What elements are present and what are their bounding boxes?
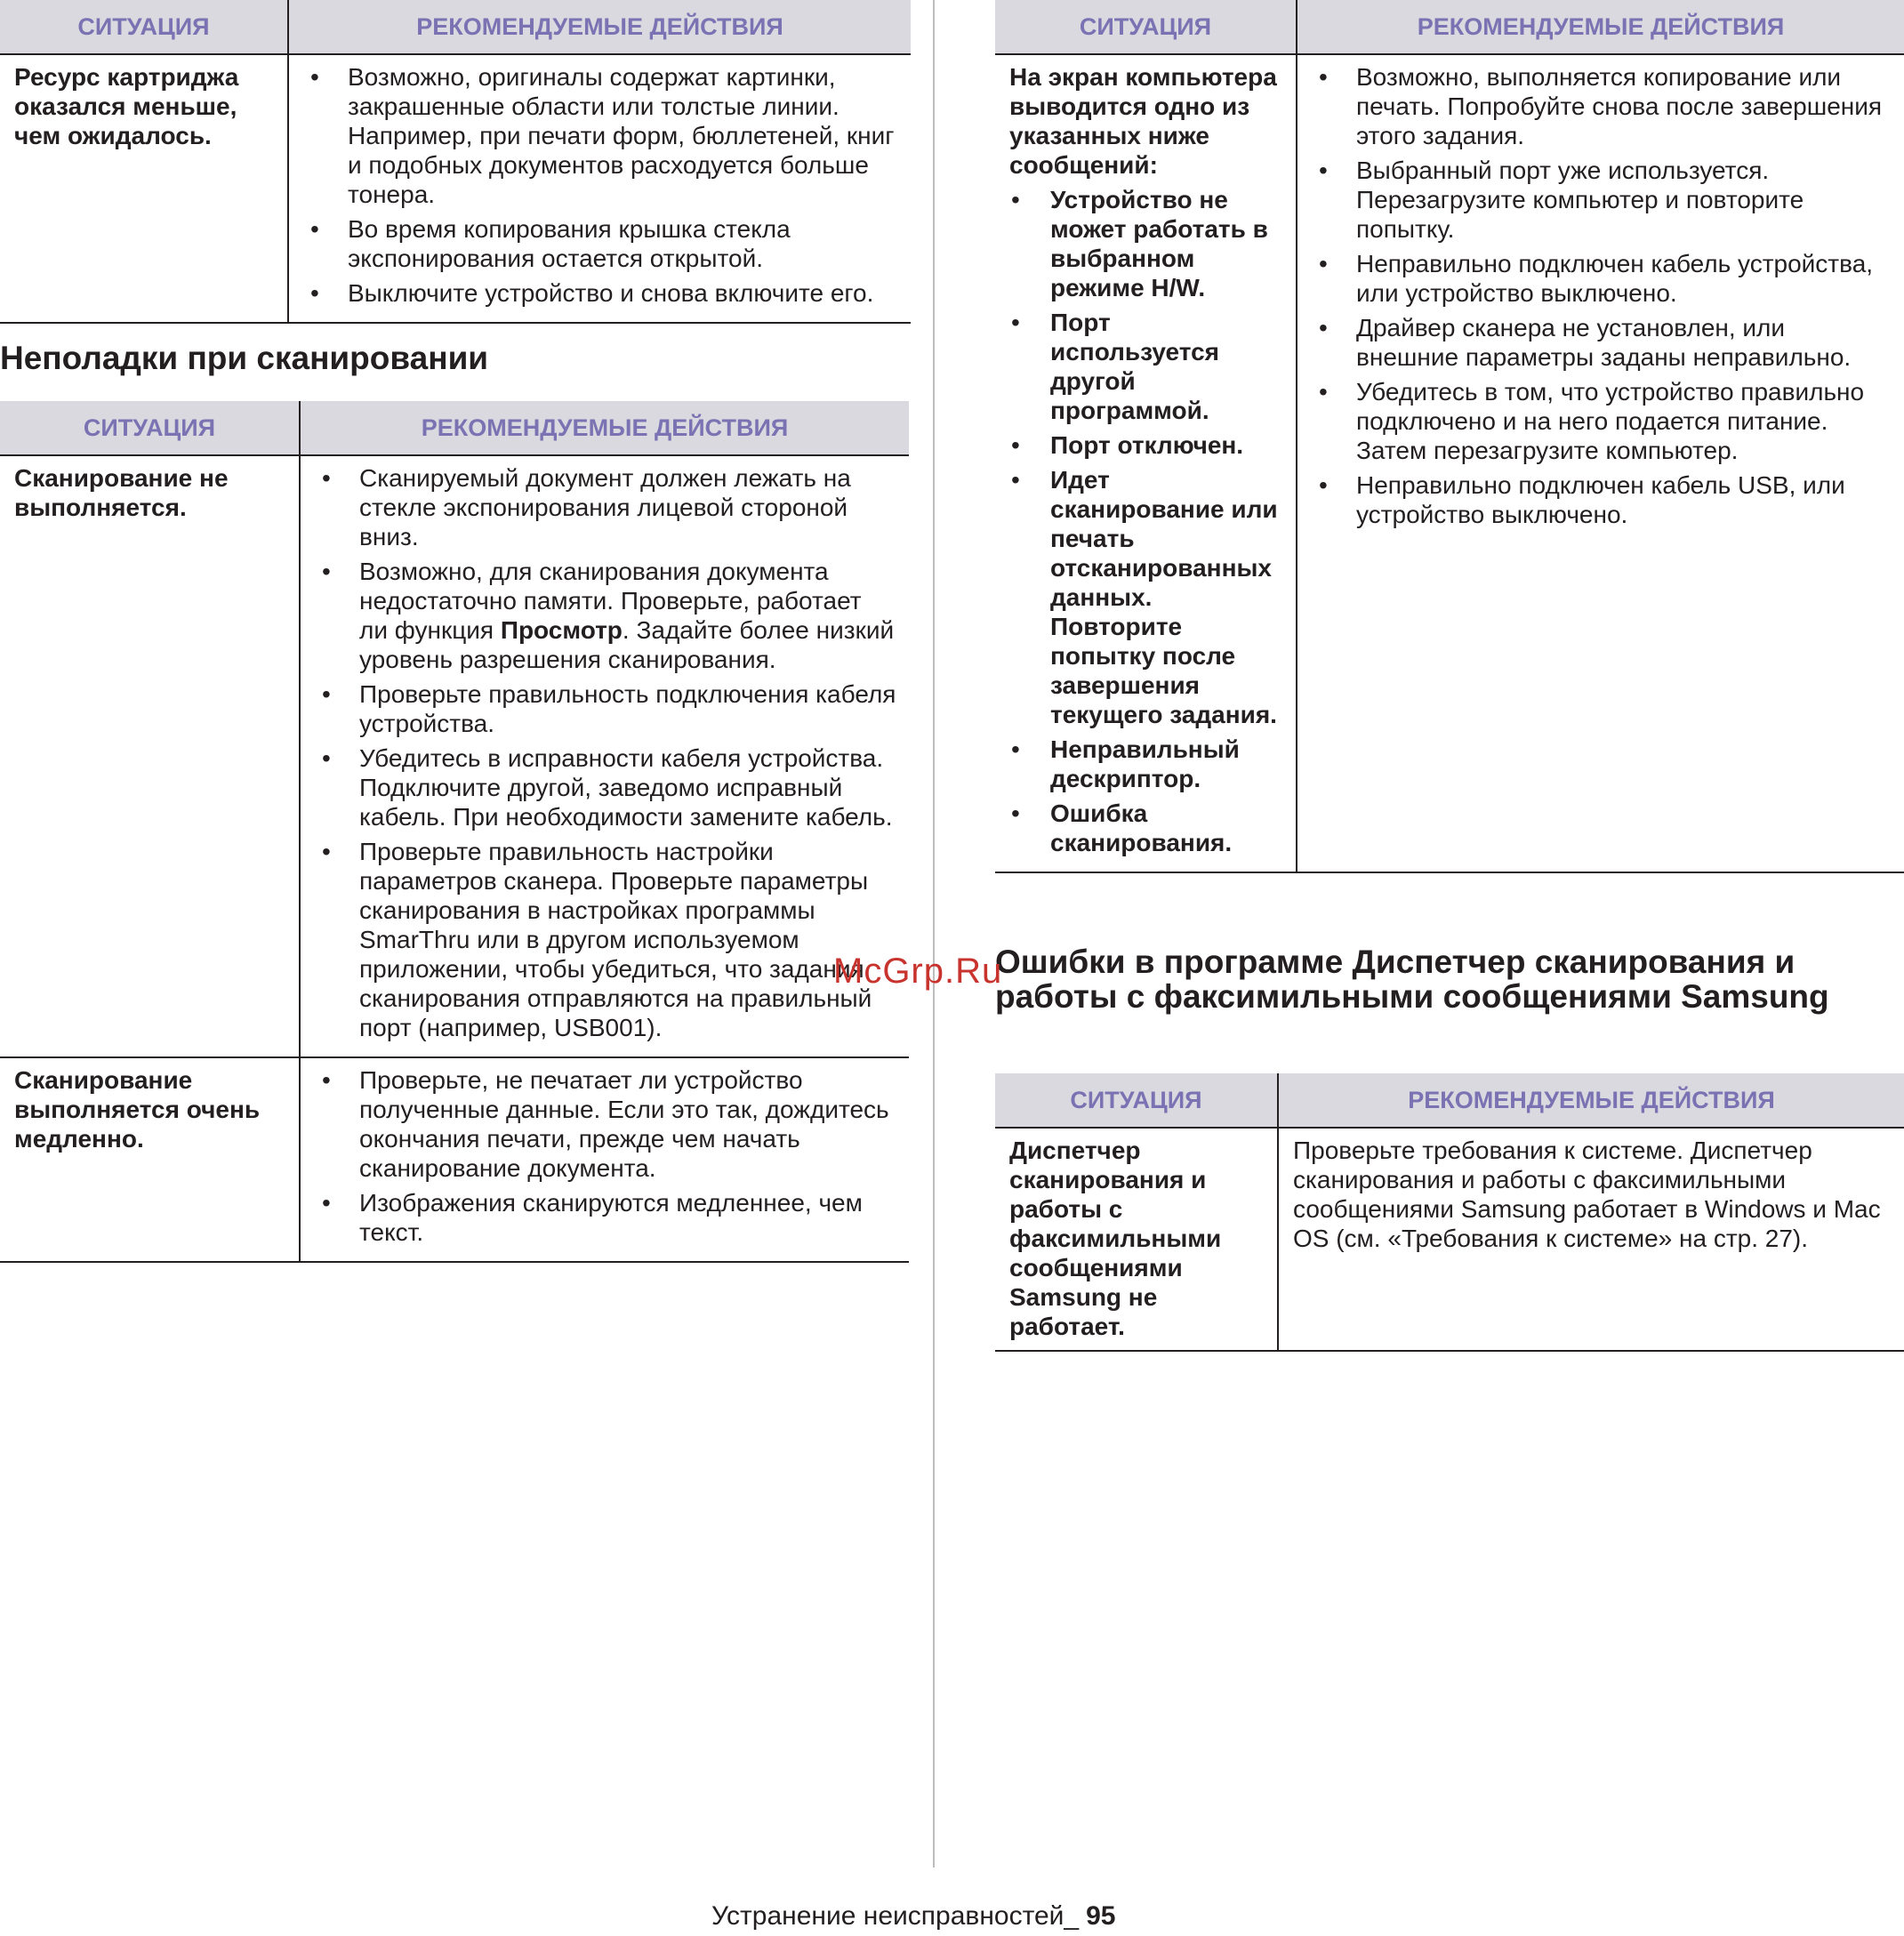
table-header-row bbox=[0, 0, 911, 54]
situation-cell: Сканирование выполняется очень медленно. bbox=[0, 1057, 300, 1262]
message-item: • Порт отключен. bbox=[1009, 430, 1283, 460]
table-header-row bbox=[995, 0, 1904, 54]
preview-function-name: Просмотр bbox=[500, 616, 623, 644]
actions-cell bbox=[1297, 54, 1904, 872]
message-item: • Устройство не может работать в выбранном режиме H/W. bbox=[1009, 185, 1283, 302]
table-row bbox=[0, 54, 911, 323]
table-header-row bbox=[995, 1073, 1904, 1128]
action-item: • Выключите устройство и снова включите его. bbox=[303, 278, 898, 308]
action-item: • Возможно, выполняется копирование или печать. Попробуйте снова после завершения этого задания. bbox=[1312, 62, 1892, 150]
action-item: • Возможно, оригиналы содержат картинки, закрашенные области или толстые линии. Например, при печати форм, бюллетеней, книг и подобных документов расходуется больше тонера. bbox=[303, 62, 898, 209]
header-actions: РЕКОМЕНДУЕМЫЕ ДЕЙСТВИЯ bbox=[1297, 0, 1904, 54]
action-text: . Задайте более низкий уровень разрешения сканирования. bbox=[359, 616, 895, 673]
header-situation: СИТУАЦИЯ bbox=[0, 401, 300, 455]
action-item: • Сканируемый документ должен лежать на стекле экспонирования лицевой стороной вниз. bbox=[315, 463, 896, 551]
footer-label: Устранение неисправностей_ bbox=[711, 1901, 1080, 1931]
message-item: • Ошибка сканирования. bbox=[1009, 799, 1283, 857]
manager-table bbox=[995, 1073, 1904, 1352]
watermark: McGrp.Ru bbox=[833, 952, 1003, 991]
column-divider bbox=[933, 0, 935, 1868]
action-item: • Проверьте правильность подключения кабеля устройства. bbox=[315, 679, 896, 738]
cartridge-table bbox=[0, 0, 911, 324]
situation-intro: На экран компьютера выводится одно из указанных ниже сообщений: bbox=[1009, 63, 1277, 179]
actions-cell bbox=[300, 455, 909, 1057]
page-footer bbox=[711, 1901, 1115, 1932]
action-item: • Убедитесь в исправности кабеля устройства. Подключите другой, заведомо исправный кабель. При необходимости замените кабель. bbox=[315, 743, 896, 831]
table-row bbox=[995, 1128, 1904, 1351]
actions-cell bbox=[288, 54, 911, 323]
action-item: • Драйвер сканера не установлен, или внешние параметры заданы неправильно. bbox=[1312, 313, 1892, 372]
action-item: • Выбранный порт уже используется. Перезагрузите компьютер и повторите попытку. bbox=[1312, 156, 1892, 244]
header-actions: РЕКОМЕНДУЕМЫЕ ДЕЙСТВИЯ bbox=[1278, 1073, 1904, 1128]
messages-table bbox=[995, 0, 1904, 873]
section-title-scanning: Неполадки при сканировании bbox=[0, 340, 489, 376]
table-row bbox=[995, 54, 1904, 872]
action-text: Возможно, для сканирования документа недостаточно памяти. Проверьте, работает ли функция bbox=[359, 558, 862, 644]
message-item: • Порт используется другой программой. bbox=[1009, 308, 1283, 425]
situation-cell: Диспетчер сканирования и работы с факсимильными сообщениями Samsung не работает. bbox=[995, 1128, 1278, 1351]
situation-cell bbox=[995, 54, 1297, 872]
situation-cell: Сканирование не выполняется. bbox=[0, 455, 300, 1057]
action-item: • Убедитесь в том, что устройство правильно подключено и на него подается питание. Затем перезагрузите компьютер. bbox=[1312, 377, 1892, 465]
action-item bbox=[315, 557, 896, 674]
action-item: • Проверьте, не печатает ли устройство полученные данные. Если это так, дождитесь окончания печати, прежде чем начать сканирование документа. bbox=[315, 1065, 896, 1183]
header-actions: РЕКОМЕНДУЕМЫЕ ДЕЙСТВИЯ bbox=[300, 401, 909, 455]
actions-cell: Проверьте требования к системе. Диспетчер сканирования и работы с факсимильными сообщениями Samsung работает в Windows и Mac OS (см. «Требования к системе» на стр. 27). bbox=[1278, 1128, 1904, 1351]
action-item: • Во время копирования крышка стекла экспонирования остается открытой. bbox=[303, 214, 898, 273]
message-item: • Неправильный дескриптор. bbox=[1009, 735, 1283, 793]
header-actions: РЕКОМЕНДУЕМЫЕ ДЕЙСТВИЯ bbox=[288, 0, 911, 54]
table-row bbox=[0, 455, 909, 1057]
action-item: • Изображения сканируются медленнее, чем текст. bbox=[315, 1188, 896, 1247]
action-item: • Неправильно подключен кабель USB, или устройство выключено. bbox=[1312, 470, 1892, 529]
action-item: • Проверьте правильность настройки параметров сканера. Проверьте параметры сканирования в настройках программы SmarThru или в другом используемом приложении, чтобы убедиться, что задания сканирования отправляются на правильный порт (например, USB001). bbox=[315, 837, 896, 1042]
section-title-manager: Ошибки в программе Диспетчер сканирования и работы с факсимильными сообщениями Samsung bbox=[995, 944, 1829, 1015]
table-header-row bbox=[0, 401, 909, 455]
table-row bbox=[0, 1057, 909, 1262]
page-number: 95 bbox=[1086, 1901, 1116, 1931]
scanning-table bbox=[0, 401, 909, 1263]
situation-cell: Ресурс картриджа оказался меньше, чем ожидалось. bbox=[0, 54, 288, 323]
header-situation: СИТУАЦИЯ bbox=[995, 0, 1297, 54]
actions-cell bbox=[300, 1057, 909, 1262]
header-situation: СИТУАЦИЯ bbox=[0, 0, 288, 54]
message-item: • Идет сканирование или печать отсканированных данных. Повторите попытку после завершения текущего задания. bbox=[1009, 465, 1283, 729]
action-item: • Неправильно подключен кабель устройства, или устройство выключено. bbox=[1312, 249, 1892, 308]
header-situation: СИТУАЦИЯ bbox=[995, 1073, 1278, 1128]
